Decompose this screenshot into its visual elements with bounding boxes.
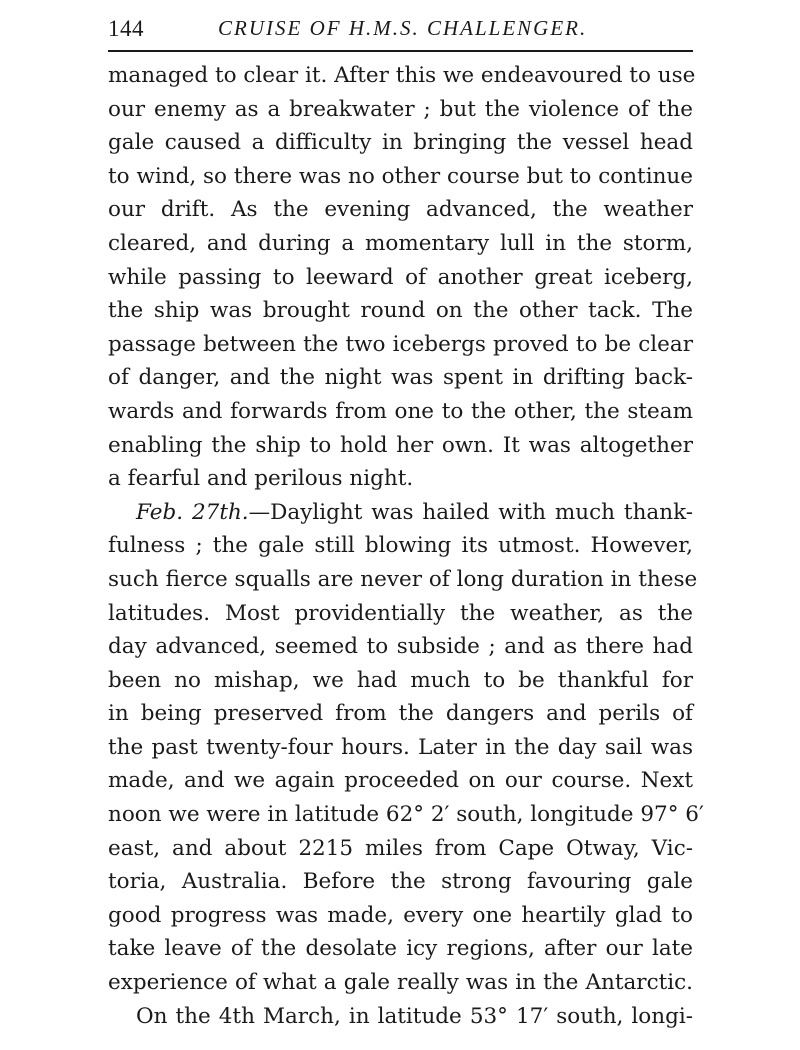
text-line: On the 4th March, in latitude 53° 17′ south, longi- [136,1003,693,1029]
text-line: in being preserved from the dangers and perils of [108,701,693,727]
text-line: fulness ; the gale still blowing its utmost. However, [108,533,693,559]
text-line: been no mishap, we had much to be thankful for [108,667,693,693]
text-line: wards and forwards from one to the other, the steam [108,398,693,424]
text-line: managed to clear it. After this we endeavoured to use [108,63,696,88]
text-line: the past twenty-four hours. Later in the day sail was [108,734,693,760]
text-line: day advanced, seemed to subside ; and as there had [108,634,693,660]
text-line: a fearful and perilous night. [108,466,414,492]
text-line: toria, Australia. Before the strong favouring gale [108,869,693,895]
text-line: latitudes. Most providentially the weather, as the [108,600,693,626]
text-line: east, and about 2215 miles from Cape Otway, Vic- [108,835,693,861]
text-line: passage between the two icebergs proved to be clear [108,331,693,357]
page-header [108,14,693,44]
text-line [108,496,693,530]
text-line: cleared, and during a momentary lull in the storm, [108,230,693,256]
text-line: gale caused a difficulty in bringing the vessel head [108,130,693,156]
text-line: to wind, so there was no other course but to continue [108,163,693,189]
header-rule [108,50,693,52]
entry-date: Feb. 27th. [136,499,249,525]
text-line: good progress was made, every one heartily glad to [108,902,693,928]
text-line: take leave of the desolate icy regions, after our late [108,936,693,962]
running-title: CRUISE OF H.M.S. CHALLENGER. [218,16,588,40]
text-line: the ship was brought round on the other tack. The [108,298,693,324]
text-line: made, and we again proceeded on our course. Next [108,768,693,794]
text-line: enabling the ship to hold her own. It was altogether [108,432,693,458]
text-line: our enemy as a breakwater ; but the violence of the [108,96,693,122]
text-line: experience of what a gale really was in the Antarctic. [108,970,693,996]
page-number: 144 [108,16,144,41]
body-text [108,59,704,1033]
text-line-rest: —Daylight was hailed with much thank- [248,499,693,525]
text-line: our drift. As the evening advanced, the weather [108,197,693,223]
text-line: of danger, and the night was spent in drifting back- [108,365,693,391]
text-line: while passing to leeward of another great iceberg, [108,264,693,290]
text-line: such fierce squalls are never of long duration in these [108,566,698,592]
text-line: noon we were in latitude 62° 2′ south, longitude 97° 6′ [108,802,704,828]
